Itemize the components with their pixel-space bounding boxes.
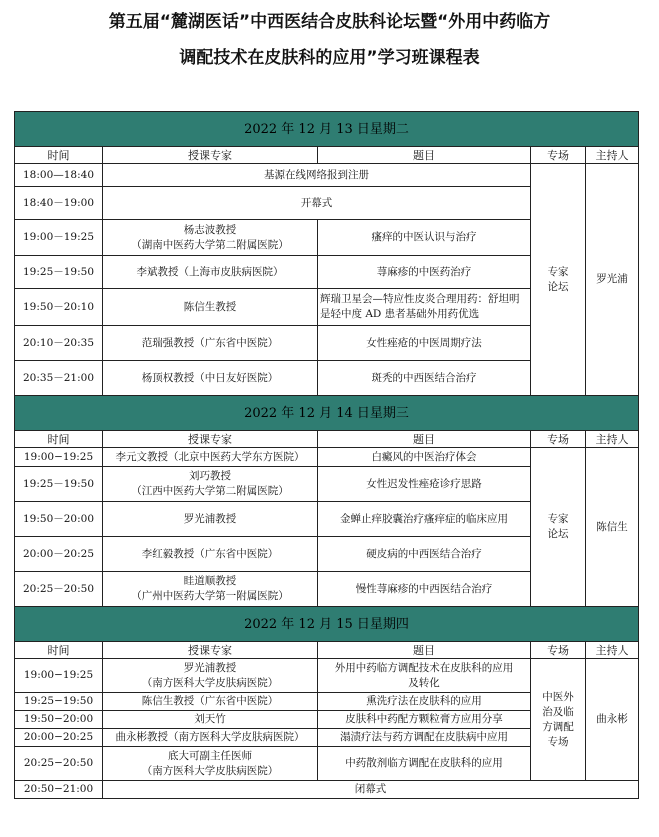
table-row [15,659,639,693]
row-topic: 荨麻疹的中医药治疗 [318,256,531,289]
row-time: 19:00−19:25 [15,448,103,467]
day2-date: 2022 年 12 月 14 日星期三 [15,396,639,431]
row-topic: 慢性荨麻疹的中西医结合治疗 [318,572,531,607]
row-topic: 瘙痒的中医认识与治疗 [318,220,531,256]
row-expert: 陈信生教授 [103,289,318,326]
header-host: 主持人 [586,431,639,448]
row-expert: 刘天竹 [103,711,318,729]
row-expert: 李斌教授（上海市皮肤病医院） [103,256,318,289]
row-time: 20:25－20:50 [15,572,103,607]
column-header-row [15,642,639,659]
row-expert: 眭道顺教授 （广州中医药大学第一附属医院） [103,572,318,607]
row-time: 19:25－19:50 [15,467,103,502]
day-header-row [15,607,639,642]
row-time: 20:25−20:50 [15,747,103,781]
day2-host: 陈信生 [586,448,639,607]
row-expert: 罗光浦教授 （南方医科大学皮肤病医院） [103,659,318,693]
row-topic: 金蝉止痒胶囊治疗瘙痒症的临床应用 [318,502,531,537]
day3-host: 曲永彬 [586,659,639,781]
header-topic: 题目 [318,147,531,164]
row-time: 19:25－19:50 [15,256,103,289]
table-row [15,448,639,467]
table-row [15,164,639,187]
day1-host: 罗光浦 [586,164,639,396]
header-expert: 授课专家 [103,147,318,164]
row-time: 18:00—18:40 [15,164,103,187]
title-line-2: 调配技术在皮肤科的应用”学习班课程表 [179,48,480,68]
row-topic: 斑秃的中西医结合治疗 [318,361,531,396]
row-expert: 杨顶权教授（中日友好医院） [103,361,318,396]
column-header-row [15,147,639,164]
header-expert: 授课专家 [103,431,318,448]
row-expert: 范瑞强教授（广东省中医院） [103,326,318,361]
header-time: 时间 [15,642,103,659]
closing-ceremony: 闭幕式 [103,781,639,799]
header-topic: 题目 [318,642,531,659]
row-time: 19:00−19:25 [15,659,103,693]
row-expert: 曲永彬教授（南方医科大学皮肤病医院） [103,729,318,747]
day-header-row [15,112,639,147]
schedule-table [14,111,639,799]
day1-venue: 专家 论坛 [531,164,586,396]
row-expert: 陈信生教授（广东省中医院） [103,693,318,711]
header-expert: 授课专家 [103,642,318,659]
row-topic: 外用中药临方调配技术在皮肤科的应用 及转化 [318,659,531,693]
row-time: 19:50－20:10 [15,289,103,326]
header-venue: 专场 [531,431,586,448]
row-time: 20:35－21:00 [15,361,103,396]
row-expert: 杨志波教授 （湖南中医药大学第二附属医院） [103,220,318,256]
row-expert: 李元文教授（北京中医药大学东方医院） [103,448,318,467]
row-topic: 女性痤疮的中医周期疗法 [318,326,531,361]
row-topic: 熏洗疗法在皮肤科的应用 [318,693,531,711]
header-venue: 专场 [531,642,586,659]
row-time: 20:00−20:25 [15,729,103,747]
table-row [15,781,639,799]
day2-venue: 专家 论坛 [531,448,586,607]
closing-time: 20:50−21:00 [15,781,103,799]
header-topic: 题目 [318,431,531,448]
day3-venue: 中医外 治及临 方调配 专场 [531,659,586,781]
row-time: 19:25−19:50 [15,693,103,711]
header-host: 主持人 [586,642,639,659]
header-time: 时间 [15,431,103,448]
day1-date: 2022 年 12 月 13 日星期二 [15,112,639,147]
row-time: 20:00－20:25 [15,537,103,572]
row-expert: 底大可副主任医师 （南方医科大学皮肤病医院） [103,747,318,781]
row-topic: 硬皮病的中西医结合治疗 [318,537,531,572]
row-time: 20:10－20:35 [15,326,103,361]
row-topic: 皮肤科中药配方颗粒膏方应用分享 [318,711,531,729]
day3-date: 2022 年 12 月 15 日星期四 [15,607,639,642]
row-time: 19:50−20:00 [15,711,103,729]
row-topic: 女性迟发性痤疮诊疗思路 [318,467,531,502]
row-expert: 罗光浦教授 [103,502,318,537]
header-time: 时间 [15,147,103,164]
title-line-1: 第五届“麓湖医话”中西医结合皮肤科论坛暨“外用中药临方 [108,12,551,32]
row-topic: 溻渍疗法与药方调配在皮肤病中应用 [318,729,531,747]
row-topic: 白癜风的中医治疗体会 [318,448,531,467]
column-header-row [15,431,639,448]
row-topic: 辉瑞卫星会—特应性皮炎合理用药：舒坦明是轻中度 AD 患者基础外用药优选 [318,289,531,326]
day-header-row [15,396,639,431]
header-venue: 专场 [531,147,586,164]
row-merged: 基源在线网络报到注册 [103,164,531,187]
row-expert: 刘巧教授 （江西中医药大学第二附属医院） [103,467,318,502]
header-host: 主持人 [586,147,639,164]
row-time: 18:40－19:00 [15,187,103,220]
row-expert: 李红毅教授（广东省中医院） [103,537,318,572]
row-topic: 中药散剂临方调配在皮肤科的应用 [318,747,531,781]
row-time: 19:50－20:00 [15,502,103,537]
row-merged: 开幕式 [103,187,531,220]
row-time: 19:00－19:25 [15,220,103,256]
